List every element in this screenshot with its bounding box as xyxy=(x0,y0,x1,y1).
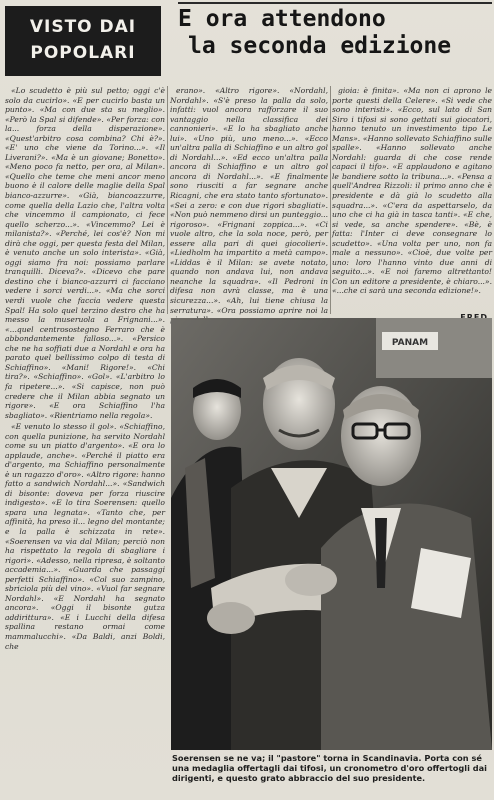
column-3-text: gioia: è finita». «Ma non ci aprono le porte questi della Celere». «Si vede che sono interisti». «Ecco, sul lato di San Siro i tifosi si sono gettati sui giocatori, hanno tenuto un investimento tipo Le Mans». «Hanno sollevato Schiaffino sulle spalle». «Hanno sollevato anche Nordahl: guarda di che cose rende capaci il tifo». «E applaudono e agitano le bandiere sotto la tribuna...». «Pensa a quell'Andrea Rizzoli: il primo anno che è presidente e dà già lo scudetto alla squadra...». «C'era da aspettarselo, da uno che ci ha già in tasca tanti». «E che, si vede, sa anche spendere». «Bè, è fatta: l'Inter ci deve consegnare lo scudetto». «Una volta per uno, non fa male a nessuno». «Cioè, due volte per uno: loro l'hanno vinto due anni di seguito...». «E noi faremo altrettanto! Con un editore a presidente, è chiaro...». «...che ci sarà una seconda edizione!». xyxy=(332,86,492,296)
column-2-text: erano». «Altro rigore». «Nordahl, Nordahl». «S'è preso la palla da solo, infatti: vuol ancora rafforzare il suo vantaggio nella classifica dei cannonieri». «E lo ha sbagliato anche lui». «Uno più, uno meno...». «Ecco un'altra palla di Schiaffino e un altro gol di Nordahl...». «Ed ecco un'altra palla ancora di Schiaffino e un altro gol ancora di Nordahl...». «E finalmente sono riusciti a far segnare anche Ricagni, che era stato tanto sfortunato». «Sei a zero: e con due rigori sbagliati». «Non può nemmeno dirsi un punteggio... rigoroso». «Frignani zoppica...». «Ci vuole altro, che la sola noce, però, per essere alla pari di quei giocolieri». «Liedholm ha impartito a metà campo». «Liddas è il Milan: se avete notato, quando non andava lui, non andava neanche la squadra». «Il Pedroni in difesa non avrà classe, ma è una sicurezza...». «Ah, lui tiene chiusa la serratura». «Ora possiamo aprire noi la xyxy=(170,86,328,315)
kicker-line-1: VISTO DAI xyxy=(29,17,137,37)
section-kicker xyxy=(5,6,161,76)
headline-rule xyxy=(178,2,492,4)
column-divider xyxy=(167,86,168,314)
article-headline xyxy=(178,6,492,60)
article-column-2 xyxy=(170,86,328,315)
column-1-continued-text: «E venuto lo stesso il gol». «Schiaffino, con quella punizione, ha servito Nordahl come su un piatto d'argento». «E ora lo applaude, anche». «Perché il piatto era d'argento, ma Schiaffino personalmente è un ragazzo d'oro». «Altro rigore: hanno fatto a sandwich Nordahl...». «Sandwich di bisonte: doveva per forza riuscire indigesto». «E lo tira Soerensen: quello spara una legnata». «Tanto che, per affinità, ha preso il... legno del montante; e la palla è schizzata in rete». «Soerensen va via dal Milan; perciò non ha rispettato la regola di sbagliare i rigori». «Adesso, nella ripresa, è soltanto accademia...». «Guarda che passaggi perfetti Schiaffino». «Col suo zampino, sbriciola più del vino». «Vuol far segnare Nordahl». «E Nordahl ha segnato ancora». «Oggi il bisonte gutza addirittura». «E i Lucchi della difesa spallina restano ormai come mammalucchi». «Da Baldi, anzi Boldi, che xyxy=(5,422,165,651)
photo-caption: Soerensen se ne va; il "pastore" torna in Scandinavia. Porta con sé una medaglia offertagli dai tifosi, un cronometro d'oro offertogli dai dirigenti, e questo grato abbraccio del suo presidente. xyxy=(172,753,487,784)
photo-illustration xyxy=(171,318,492,750)
article-column-1 xyxy=(5,86,165,419)
column-1-text: «Lo scudetto è più sul petto; oggi c'è solo da cucirlo». «E per cucirlo basta un punto». «Ma con due sta su meglio». «Però la Spal si difende». «Per forza: con la... forza della disperazione». «Quest'arbitro cosa combina? Chi è?». «E' uno che viene da Torino...». «Il Liverani?». «Ma è un giovane; Bonetto». «Meno poco fa netto, per ora, al Milan». «Quello che teme che meni ancor meno buono è il calore delle maglie della Spal bianco-azzurre». «Già, biancoazzurre, come quella della Lazio che, l'altra volta che vincemmo il campionato, ci fece quello scherzo...». «Vincemmo? Lei è milanista?». «Perché, lei cos'è? Non mi dirà che oggi, per questa festa del Milan, è venuto anche un solo interista». «Già, oggi siamo fra noi: possiamo parlare tranquilli. Diceva?». «Dicevo che pare destino che i bianco-azzurri ci facciano vedere i sorci verdi...». «Ma che sorci verdi vuole che faccia vedere questa Spal! Ha solo quel terzino destro che ha messo la museruola a Frignani...». «...quel centrosostegno Ferraro che è abbondantemente falloso...». «Persico che ne ha soffiati due a Nordahl e ora ha parato quel bellissimo colpo di testa di Schiaffino». «Mani! Rigore!». «Chi tira?». «Schiaffino». «Gol». «L'arbitro lo fa ripetere...». «Si capisce, non può credere che il Milan abbia segnato un rigore». «E ora Schiaffino l'ha sbagliato». «Rientriamo nella regola». xyxy=(5,86,165,420)
column-divider xyxy=(330,86,331,314)
headline-line-2: la seconda edizione xyxy=(188,33,452,59)
kicker-line-2: POPOLARI xyxy=(30,43,136,63)
article-column-1-continued xyxy=(5,422,165,792)
headline-line-1: E ora attendono xyxy=(178,6,386,32)
news-photo xyxy=(171,318,492,750)
article-column-3 xyxy=(332,86,492,312)
background-sign-text: PANAM xyxy=(391,338,429,348)
